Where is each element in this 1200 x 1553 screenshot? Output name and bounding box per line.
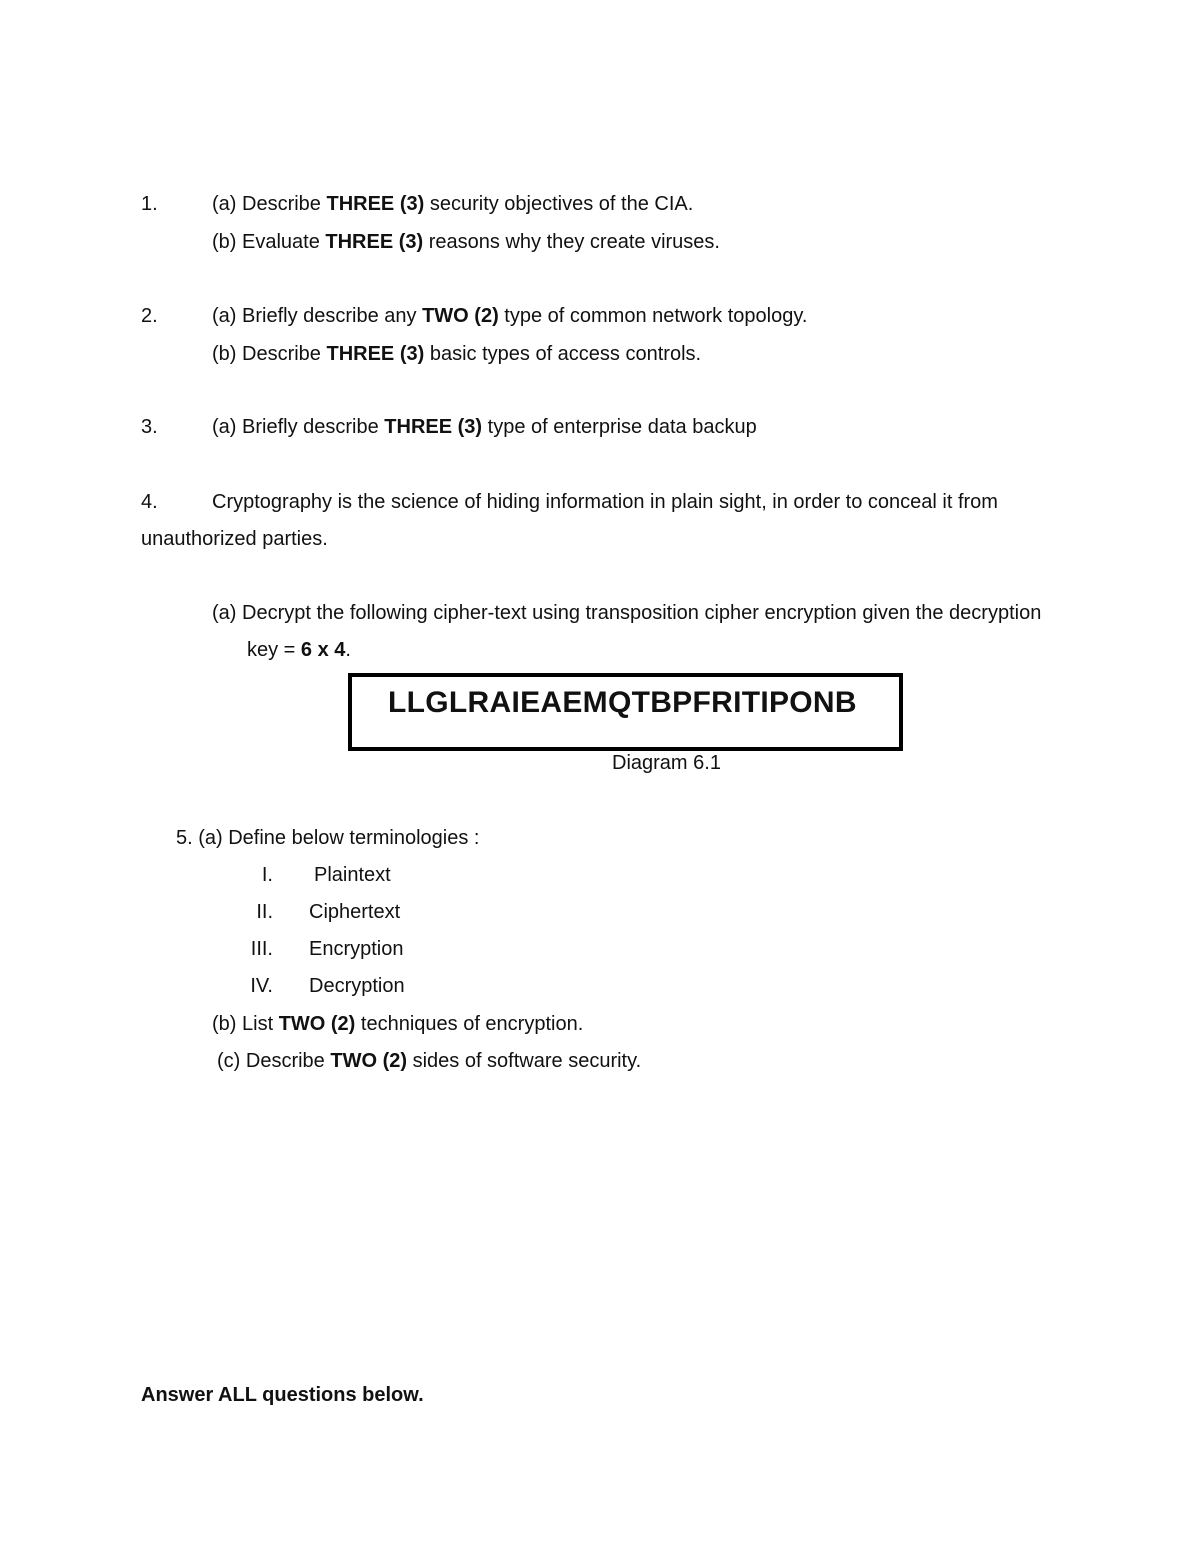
term-label: Plaintext — [314, 864, 391, 886]
question-4-intro-line1: Cryptography is the science of hiding information in plain sight, in order to conceal it from — [212, 491, 998, 513]
question-2a: (a) Briefly describe any TWO (2) type of common network topology. — [212, 305, 808, 327]
term-numeral: I. — [261, 864, 273, 886]
question-2b: (b) Describe THREE (3) basic types of access controls. — [212, 343, 702, 365]
question-1b: (b) Evaluate THREE (3) reasons why they create viruses. — [212, 231, 720, 253]
answer-all-instruction: Answer ALL questions below. — [141, 1384, 424, 1406]
question-5a: 5. (a) Define below terminologies : — [176, 827, 480, 849]
term-numeral: III. — [250, 938, 273, 960]
question-4-intro-line2: unauthorized parties. — [141, 528, 328, 550]
question-1-number: 1. — [141, 193, 158, 215]
question-5b: (b) List TWO (2) techniques of encryption. — [212, 1013, 584, 1035]
term-numeral: II. — [256, 901, 273, 923]
cipher-text: LLGLRAIEAEMQTBPFRITIPONB — [388, 686, 857, 719]
question-3a: (a) Briefly describe THREE (3) type of enterprise data backup — [212, 416, 757, 438]
question-1a: (a) Describe THREE (3) security objectives of the CIA. — [212, 193, 694, 215]
question-2-number: 2. — [141, 305, 158, 327]
question-3-number: 3. — [141, 416, 158, 438]
question-5c: (c) Describe TWO (2) sides of software security. — [217, 1050, 642, 1072]
question-4a-line1: (a) Decrypt the following cipher-text using transposition cipher encryption given the decryption — [212, 602, 1042, 624]
question-4-number: 4. — [141, 491, 158, 513]
diagram-caption: Diagram 6.1 — [612, 752, 721, 774]
cipher-text-box — [348, 673, 903, 751]
term-label: Decryption — [309, 975, 405, 997]
term-numeral: IV. — [250, 975, 273, 997]
question-4a-line2: key = 6 x 4. — [247, 639, 351, 661]
term-label: Encryption — [309, 938, 404, 960]
term-label: Ciphertext — [309, 901, 401, 923]
